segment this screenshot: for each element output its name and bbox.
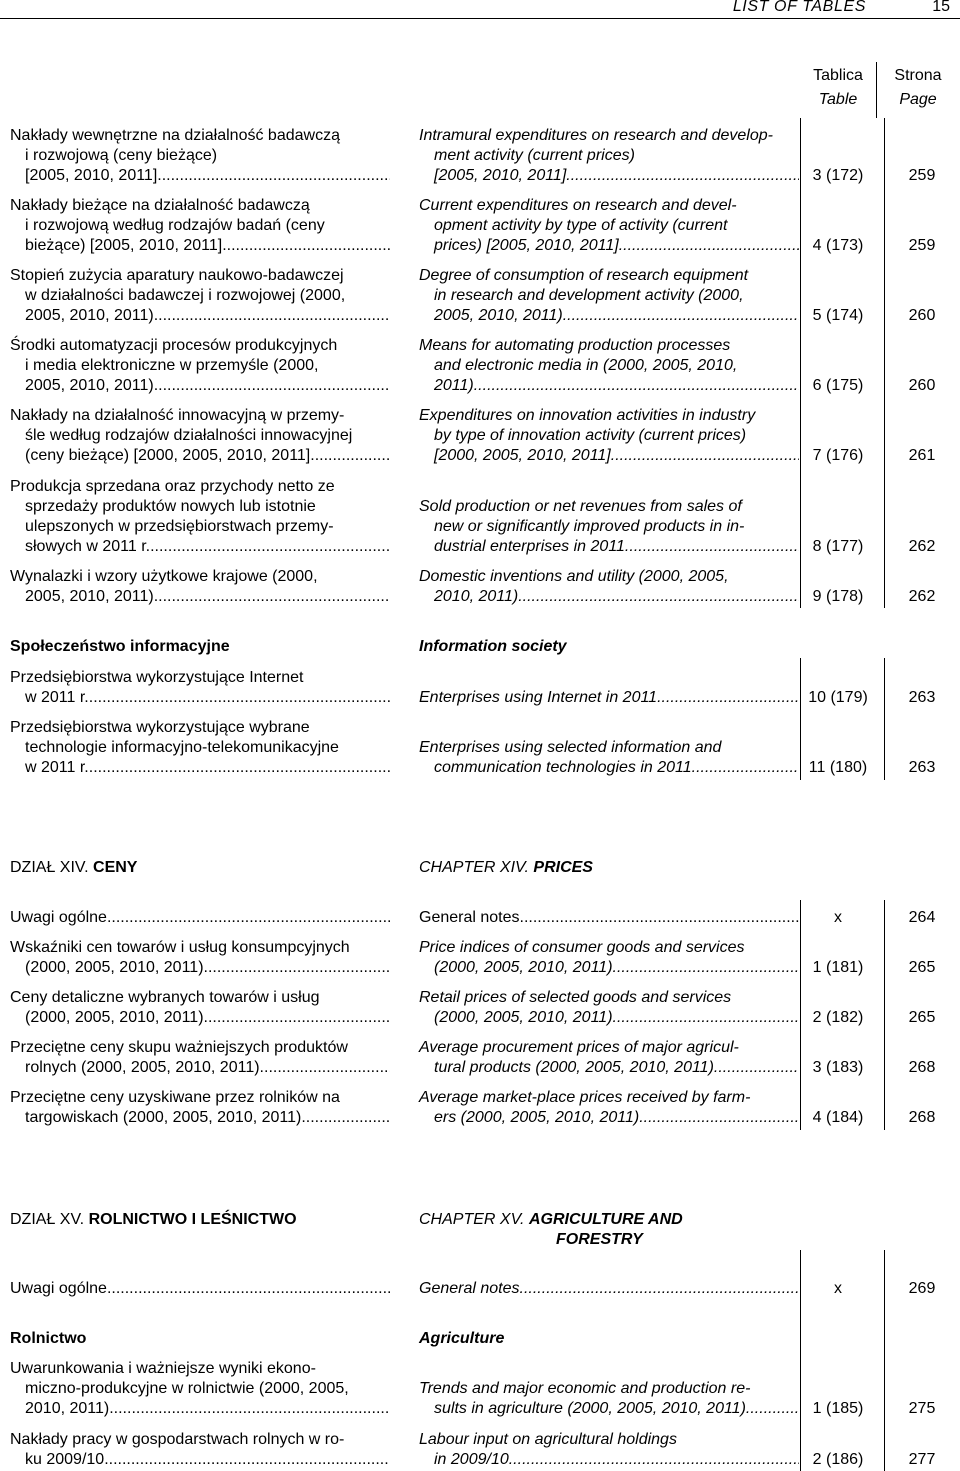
entry-title-pl bbox=[10, 1359, 390, 1419]
entry-line-leader bbox=[419, 1108, 799, 1128]
entry-title-pl bbox=[10, 988, 390, 1028]
entry-line: Average market-place prices received by farm- bbox=[419, 1089, 751, 1106]
column-divider bbox=[800, 118, 801, 608]
section-heading-en: Agriculture bbox=[419, 1330, 505, 1347]
entry-line: Sold production or net revenues from sales of bbox=[419, 498, 742, 515]
table-number: 8 (177) bbox=[812, 538, 864, 555]
table-number: 4 (173) bbox=[812, 237, 864, 254]
entry-line: 2005, 2010, 2011) bbox=[25, 307, 154, 324]
entry-line: Enterprises using Internet in 2011 bbox=[419, 689, 658, 706]
entry-line-leader bbox=[419, 446, 799, 466]
entry-title-pl bbox=[10, 477, 390, 557]
entry-line: technologie informacyjno-telekomunikacyjne bbox=[25, 739, 339, 756]
entry-line: Nakłady wewnętrzne na działalność badawczą bbox=[10, 127, 340, 144]
dot-leader bbox=[107, 1279, 390, 1299]
entry-line: [2000, 2005, 2010, 2011] bbox=[434, 447, 611, 464]
entry-title-pl bbox=[10, 668, 390, 708]
entry-title-en bbox=[419, 688, 799, 708]
dot-leader bbox=[563, 306, 799, 326]
dot-leader bbox=[639, 1108, 799, 1128]
entry-line: targowiskach (2000, 2005, 2010, 2011) bbox=[25, 1109, 302, 1126]
entry-line: Intramural expenditures on research and develop- bbox=[419, 127, 773, 144]
entry-title-en bbox=[419, 1038, 799, 1078]
entry-title-pl bbox=[10, 406, 390, 466]
dot-leader bbox=[625, 537, 799, 557]
page-ref: 277 bbox=[908, 1451, 936, 1468]
running-title: LIST OF TABLES bbox=[732, 0, 866, 15]
entry-line-leader bbox=[419, 758, 799, 778]
entry-line: bieżące) [2005, 2010, 2011] bbox=[25, 237, 223, 254]
entry-title-pl bbox=[10, 196, 390, 256]
entry-line: communication technologies in 2011 bbox=[434, 759, 692, 776]
entry-line-leader bbox=[419, 688, 799, 708]
entry-line: Domestic inventions and utility (2000, 2005, bbox=[419, 568, 729, 585]
dot-leader bbox=[518, 587, 799, 607]
entry-line: Przeciętne ceny skupu ważniejszych produktów bbox=[10, 1039, 348, 1056]
entry-line-leader bbox=[10, 908, 390, 928]
page-ref: 264 bbox=[908, 909, 936, 926]
entry-line: i rozwojową (ceny bieżące) bbox=[25, 147, 218, 164]
dot-leader bbox=[566, 166, 799, 186]
page-ref: 262 bbox=[908, 538, 936, 555]
page-ref: 262 bbox=[908, 588, 936, 605]
entry-line: Current expenditures on research and devel- bbox=[419, 197, 737, 214]
table-number: 3 (183) bbox=[812, 1059, 864, 1076]
entry-line-leader bbox=[10, 587, 390, 607]
entry-line: (2000, 2005, 2010, 2011) bbox=[434, 1009, 613, 1026]
page-ref: 265 bbox=[908, 959, 936, 976]
entry-line-leader bbox=[10, 537, 390, 557]
entry-line: Przeciętne ceny uzyskiwane przez rolników na bbox=[10, 1089, 340, 1106]
entry-line: Wynalazki i wzory użytkowe krajowe (2000, bbox=[10, 568, 318, 585]
dot-leader bbox=[107, 908, 390, 928]
table-number: 11 (180) bbox=[808, 759, 868, 776]
entry-line: ment activity (current prices) bbox=[434, 147, 635, 164]
entry-line-leader bbox=[419, 376, 799, 396]
entry-line: General notes bbox=[419, 909, 520, 926]
entry-line: by type of innovation activity (current prices) bbox=[434, 427, 747, 444]
entry-line-leader bbox=[10, 1008, 390, 1028]
entry-line: sprzedaży produktów nowych lub istotnie bbox=[25, 498, 316, 515]
entry-title-pl bbox=[10, 938, 390, 978]
chapter-heading-pl: DZIAŁ XIV. CENY bbox=[10, 859, 138, 876]
entry-line-leader bbox=[419, 1008, 799, 1028]
entry-line: w 2011 r. bbox=[25, 689, 89, 706]
table-number: x bbox=[834, 909, 842, 926]
entry-line: ku 2009/10 bbox=[25, 1451, 105, 1468]
entry-title-en bbox=[419, 1379, 799, 1419]
section-heading-pl: Rolnictwo bbox=[10, 1330, 87, 1347]
entry-line: Stopień zużycia aparatury naukowo-badawczej bbox=[10, 267, 344, 284]
entry-line-leader bbox=[10, 1279, 390, 1299]
entry-line: miczno-produkcyjne w rolnictwie (2000, 2005, bbox=[25, 1380, 349, 1397]
entry-line: ers (2000, 2005, 2010, 2011) bbox=[434, 1109, 640, 1126]
entry-line: (ceny bieżące) [2000, 2005, 2010, 2011] bbox=[25, 447, 311, 464]
table-number: 2 (182) bbox=[812, 1009, 864, 1026]
table-number: 10 (179) bbox=[808, 689, 868, 706]
column-divider bbox=[884, 118, 885, 608]
dot-leader bbox=[310, 446, 390, 466]
table-number: 1 (181) bbox=[812, 959, 864, 976]
dot-leader bbox=[619, 236, 799, 256]
entry-line: 2011) bbox=[434, 377, 474, 394]
entry-title-en bbox=[419, 1279, 799, 1299]
entry-line: Price indices of consumer goods and services bbox=[419, 939, 745, 956]
dot-leader bbox=[89, 758, 390, 778]
table-number: 2 (186) bbox=[812, 1451, 864, 1468]
entry-line-leader bbox=[419, 1279, 799, 1299]
table-number: 3 (172) bbox=[812, 167, 864, 184]
entry-line: 2010, 2011) bbox=[25, 1400, 110, 1417]
table-number: 1 (185) bbox=[812, 1400, 864, 1417]
page-ref: 259 bbox=[908, 237, 936, 254]
entry-title-en bbox=[419, 1088, 799, 1128]
table-number: x bbox=[834, 1280, 842, 1297]
entry-line-leader bbox=[419, 1399, 799, 1419]
entry-line: słowych w 2011 r. bbox=[25, 538, 151, 555]
page-ref: 263 bbox=[908, 689, 936, 706]
entry-title-en bbox=[419, 1430, 799, 1470]
entry-line: Ceny detaliczne wybranych towarów i usług bbox=[10, 989, 320, 1006]
entry-line-leader bbox=[10, 688, 390, 708]
table-number: 5 (174) bbox=[812, 307, 864, 324]
page-ref: 265 bbox=[908, 1009, 936, 1026]
entry-line: w działalności badawczej i rozwojowej (2000, bbox=[25, 287, 346, 304]
dot-leader bbox=[89, 688, 390, 708]
dot-leader bbox=[104, 1450, 390, 1470]
entry-line-leader bbox=[419, 306, 799, 326]
page-ref: 260 bbox=[908, 307, 936, 324]
dot-leader bbox=[204, 1008, 390, 1028]
page-ref: 275 bbox=[908, 1400, 936, 1417]
entry-line-leader bbox=[419, 1450, 799, 1470]
entry-title-en bbox=[419, 738, 799, 778]
entry-line: 2005, 2010, 2011) bbox=[434, 307, 563, 324]
entry-line: Przedsiębiorstwa wykorzystujące Internet bbox=[10, 669, 304, 686]
entry-line: Enterprises using selected information and bbox=[419, 739, 722, 756]
dot-leader bbox=[613, 958, 799, 978]
entry-title-pl bbox=[10, 718, 390, 778]
dot-leader bbox=[520, 1279, 799, 1299]
entry-line: Wskaźniki cen towarów i usług konsumpcyjnych bbox=[10, 939, 350, 956]
entry-line-leader bbox=[10, 446, 390, 466]
chapter-heading-en: CHAPTER XV. AGRICULTURE AND FORESTRY bbox=[419, 1211, 683, 1248]
entry-line: (2000, 2005, 2010, 2011) bbox=[25, 959, 204, 976]
entry-line-leader bbox=[10, 166, 390, 186]
section-heading-pl: Społeczeństwo informacyjne bbox=[10, 638, 230, 655]
entry-line: Przedsiębiorstwa wykorzystujące wybrane bbox=[10, 719, 310, 736]
dot-leader bbox=[714, 1058, 799, 1078]
entry-title-en bbox=[419, 406, 799, 466]
entry-line: Average procurement prices of major agricul- bbox=[419, 1039, 739, 1056]
entry-line: Nakłady na działalność innowacyjną w przemy- bbox=[10, 407, 345, 424]
entry-line: i media elektroniczne w przemyśle (2000, bbox=[25, 357, 319, 374]
entry-title-en bbox=[419, 196, 799, 256]
entry-title-pl bbox=[10, 567, 390, 607]
entry-line-leader bbox=[10, 1399, 390, 1419]
entry-line-leader bbox=[419, 537, 799, 557]
chapter-heading-en: CHAPTER XIV. PRICES bbox=[419, 859, 593, 876]
entry-line-leader bbox=[10, 236, 390, 256]
entry-title-en bbox=[419, 908, 799, 928]
entry-line: Degree of consumption of research equipment bbox=[419, 267, 749, 284]
entry-line: Środki automatyzacji procesów produkcyjnych bbox=[10, 337, 338, 354]
entry-title-en bbox=[419, 988, 799, 1028]
page-ref: 263 bbox=[908, 759, 936, 776]
entry-title-pl bbox=[10, 1088, 390, 1128]
entry-title-pl bbox=[10, 1279, 390, 1299]
dot-leader bbox=[611, 446, 799, 466]
entry-line-leader bbox=[419, 908, 799, 928]
entry-title-pl bbox=[10, 1038, 390, 1078]
entry-line: i rozwojową według rodzajów badań (ceny bbox=[25, 217, 325, 234]
entry-line: (2000, 2005, 2010, 2011) bbox=[434, 959, 613, 976]
entry-line-leader bbox=[419, 236, 799, 256]
page-ref: 269 bbox=[908, 1280, 936, 1297]
page-ref: 268 bbox=[908, 1059, 936, 1076]
table-number: 7 (176) bbox=[812, 447, 864, 464]
entry-line: Labour input on agricultural holdings bbox=[419, 1431, 677, 1448]
entry-title-en bbox=[419, 266, 799, 326]
page-ref: 260 bbox=[908, 377, 936, 394]
entry-line-leader bbox=[10, 1058, 390, 1078]
page-ref: 261 bbox=[908, 447, 936, 464]
entry-line: 2010, 2011) bbox=[434, 588, 519, 605]
dot-leader bbox=[613, 1008, 799, 1028]
dot-leader bbox=[154, 376, 390, 396]
entry-line: Uwagi ogólne bbox=[10, 1280, 107, 1297]
dot-leader bbox=[109, 1399, 390, 1419]
entry-line-leader bbox=[10, 1108, 390, 1128]
dot-leader bbox=[150, 537, 390, 557]
entry-line-leader bbox=[10, 958, 390, 978]
entry-line: Uwagi ogólne bbox=[10, 909, 107, 926]
chapter-heading-pl: DZIAŁ XV. ROLNICTWO I LEŚNICTWO bbox=[10, 1211, 297, 1228]
entry-line-leader bbox=[419, 166, 799, 186]
entry-line: Means for automating production processes bbox=[419, 337, 731, 354]
entry-title-pl bbox=[10, 126, 390, 186]
column-divider bbox=[876, 62, 877, 118]
table-number: 6 (175) bbox=[812, 377, 864, 394]
entry-line: dustrial enterprises in 2011 bbox=[434, 538, 625, 555]
entry-line: [2005, 2010, 2011] bbox=[25, 167, 158, 184]
entry-line: General notes bbox=[419, 1280, 520, 1297]
table-number: 4 (184) bbox=[812, 1109, 864, 1126]
entry-title-pl bbox=[10, 336, 390, 396]
entry-line-leader bbox=[419, 958, 799, 978]
entry-line: rolnych (2000, 2005, 2010, 2011) bbox=[25, 1059, 260, 1076]
entry-title-en bbox=[419, 497, 799, 557]
entry-line-leader bbox=[419, 587, 799, 607]
entry-title-en bbox=[419, 126, 799, 186]
entry-line: Retail prices of selected goods and services bbox=[419, 989, 732, 1006]
dot-leader bbox=[204, 958, 390, 978]
entry-line: Uwarunkowania i ważniejsze wyniki ekono- bbox=[10, 1360, 316, 1377]
entry-line: sults in agriculture (2000, 2005, 2010, 2011) bbox=[434, 1400, 746, 1417]
table-column-heading: Tablica Table bbox=[813, 67, 863, 108]
entry-title-en bbox=[419, 938, 799, 978]
page-header bbox=[0, 0, 960, 19]
dot-leader bbox=[157, 166, 390, 186]
entry-title-pl bbox=[10, 1430, 390, 1470]
page-column-heading: Strona Page bbox=[894, 67, 942, 108]
entry-line: opment activity by type of activity (current bbox=[434, 217, 728, 234]
dot-leader bbox=[301, 1108, 390, 1128]
entry-line: Trends and major economic and production re- bbox=[419, 1380, 751, 1397]
entry-line-leader bbox=[10, 306, 390, 326]
entry-line: and electronic media in (2000, 2005, 2010, bbox=[434, 357, 738, 374]
entry-line: tural products (2000, 2005, 2010, 2011) bbox=[434, 1059, 714, 1076]
dot-leader bbox=[154, 306, 390, 326]
entry-title-en bbox=[419, 336, 799, 396]
page-ref: 268 bbox=[908, 1109, 936, 1126]
entry-line: ulepszonych w przedsiębiorstwach przemy- bbox=[25, 518, 334, 535]
page-number: 15 bbox=[932, 0, 950, 15]
entry-line: 2005, 2010, 2011) bbox=[25, 588, 154, 605]
entry-line: in 2009/10 bbox=[434, 1451, 509, 1468]
entry-line: Nakłady pracy w gospodarstwach rolnych w ro- bbox=[10, 1431, 345, 1448]
entry-line-leader bbox=[10, 376, 390, 396]
entry-line: new or significantly improved products in in- bbox=[434, 518, 745, 535]
entry-line: 2005, 2010, 2011) bbox=[25, 377, 154, 394]
entry-line: śle według rodzajów działalności innowacyjnej bbox=[25, 427, 353, 444]
dot-leader bbox=[509, 1450, 799, 1470]
section-heading-en: Information society bbox=[419, 638, 567, 655]
entry-line: Expenditures on innovation activities in industry bbox=[419, 407, 756, 424]
entry-line: (2000, 2005, 2010, 2011) bbox=[25, 1009, 204, 1026]
entry-line: in research and development activity (2000, bbox=[434, 287, 744, 304]
table-number: 9 (178) bbox=[812, 588, 864, 605]
entry-title-pl bbox=[10, 266, 390, 326]
entry-line-leader bbox=[10, 1450, 390, 1470]
entry-title-pl bbox=[10, 908, 390, 928]
entry-line-leader bbox=[419, 1058, 799, 1078]
entry-line: Produkcja sprzedana oraz przychody netto ze bbox=[10, 478, 335, 495]
dot-leader bbox=[657, 688, 799, 708]
entry-line: w 2011 r. bbox=[25, 759, 89, 776]
dot-leader bbox=[154, 587, 390, 607]
entry-line: Nakłady bieżące na działalność badawczą bbox=[10, 197, 310, 214]
dot-leader bbox=[474, 376, 799, 396]
dot-leader bbox=[222, 236, 390, 256]
entry-line: prices) [2005, 2010, 2011] bbox=[434, 237, 619, 254]
dot-leader bbox=[746, 1399, 799, 1419]
entry-title-en bbox=[419, 567, 799, 607]
entry-line-leader bbox=[10, 758, 390, 778]
entry-line: [2005, 2010, 2011] bbox=[434, 167, 567, 184]
dot-leader bbox=[692, 758, 799, 778]
dot-leader bbox=[520, 908, 799, 928]
dot-leader bbox=[260, 1058, 390, 1078]
page-ref: 259 bbox=[908, 167, 936, 184]
